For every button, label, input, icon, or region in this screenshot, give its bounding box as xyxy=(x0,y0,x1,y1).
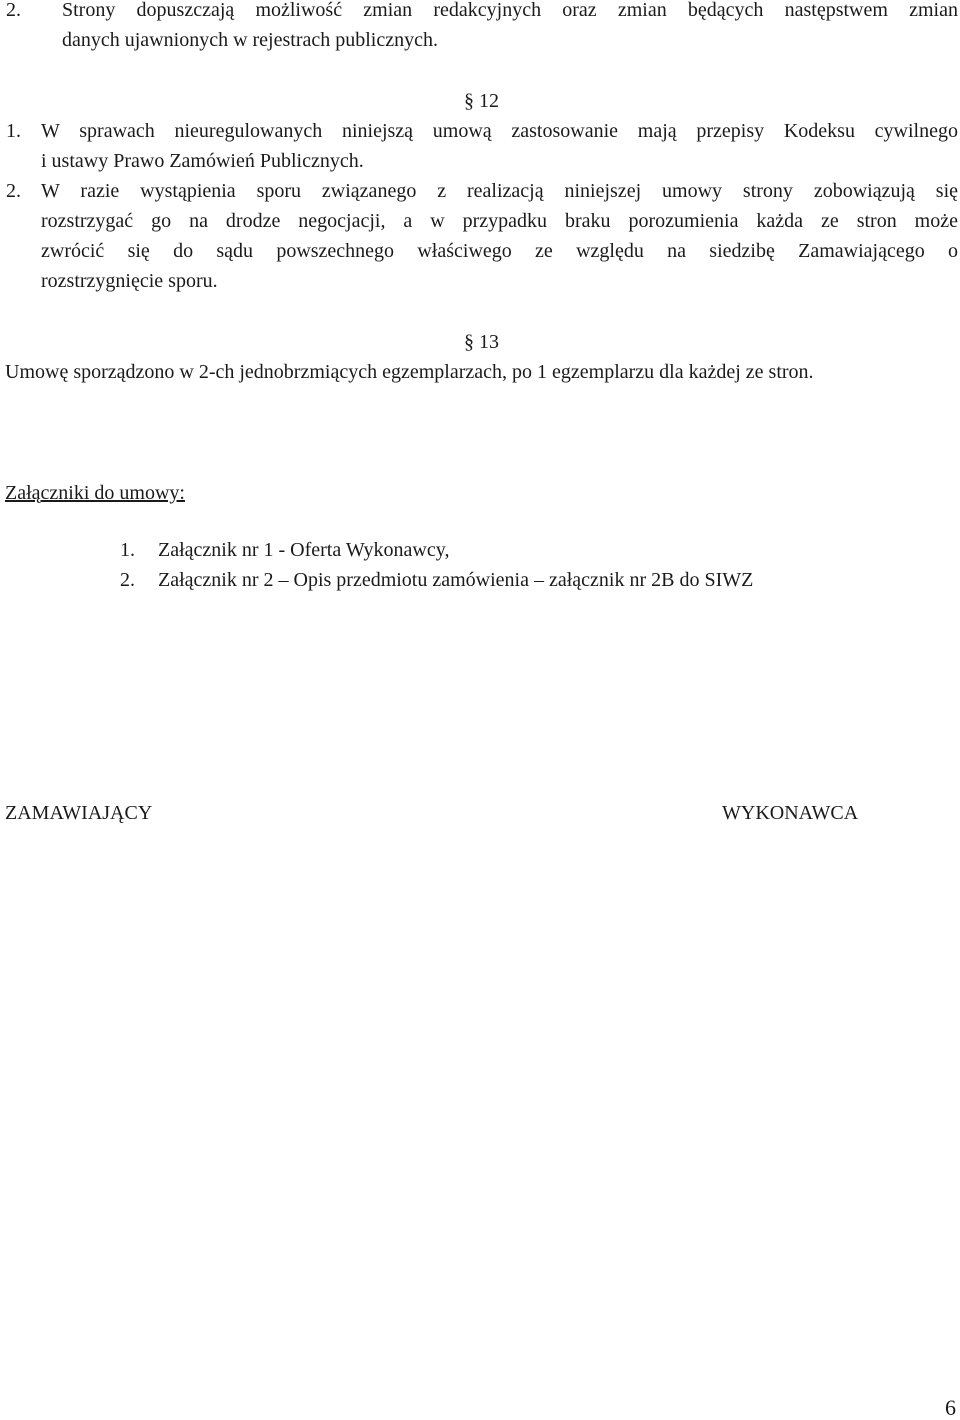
paragraph-line: i ustawy Prawo Zamówień Publicznych. xyxy=(41,150,364,172)
page-number: 6 xyxy=(945,1395,956,1420)
list-number: 2. xyxy=(120,569,135,591)
paragraph-line: Strony dopuszczają możliwość zmian redakcyjnych oraz zmian będących następstwem zmian xyxy=(62,0,958,21)
attachment-item: Załącznik nr 2 – Opis przedmiotu zamówienia – załącznik nr 2B do SIWZ xyxy=(158,569,754,591)
section-heading: § 12 xyxy=(464,90,499,112)
list-number: 2. xyxy=(6,180,21,202)
paragraph-line: W sprawach nieuregulowanych niniejszą umową zastosowanie mają przepisy Kodeksu cywilnego xyxy=(41,120,958,142)
paragraph-line: danych ujawnionych w rejestrach publicznych. xyxy=(62,29,438,51)
list-number: 1. xyxy=(6,120,21,142)
paragraph-line: rozstrzygać go na drodze negocjacji, a w przypadku braku porozumienia każda ze stron może xyxy=(41,210,958,232)
paragraph-line: Umowę sporządzono w 2-ch jednobrzmiących egzemplarzach, po 1 egzemplarzu dla każdej ze stron. xyxy=(5,361,814,383)
attachments-title: Załączniki do umowy: xyxy=(5,482,185,504)
signature-right: WYKONAWCA xyxy=(722,802,859,824)
paragraph-line: zwrócić się do sądu powszechnego właściwego ze względu na siedzibę Zamawiającego o xyxy=(41,240,958,262)
signature-left: ZAMAWIAJĄCY xyxy=(5,802,153,824)
list-number: 1. xyxy=(120,539,135,561)
paragraph-line: rozstrzygnięcie sporu. xyxy=(41,270,218,292)
paragraph-line: W razie wystąpienia sporu związanego z realizacją niniejszej umowy strony zobowiązują się xyxy=(41,180,958,202)
list-number: 2. xyxy=(6,0,21,21)
attachment-item: Załącznik nr 1 - Oferta Wykonawcy, xyxy=(158,539,450,561)
section-heading: § 13 xyxy=(464,331,499,353)
